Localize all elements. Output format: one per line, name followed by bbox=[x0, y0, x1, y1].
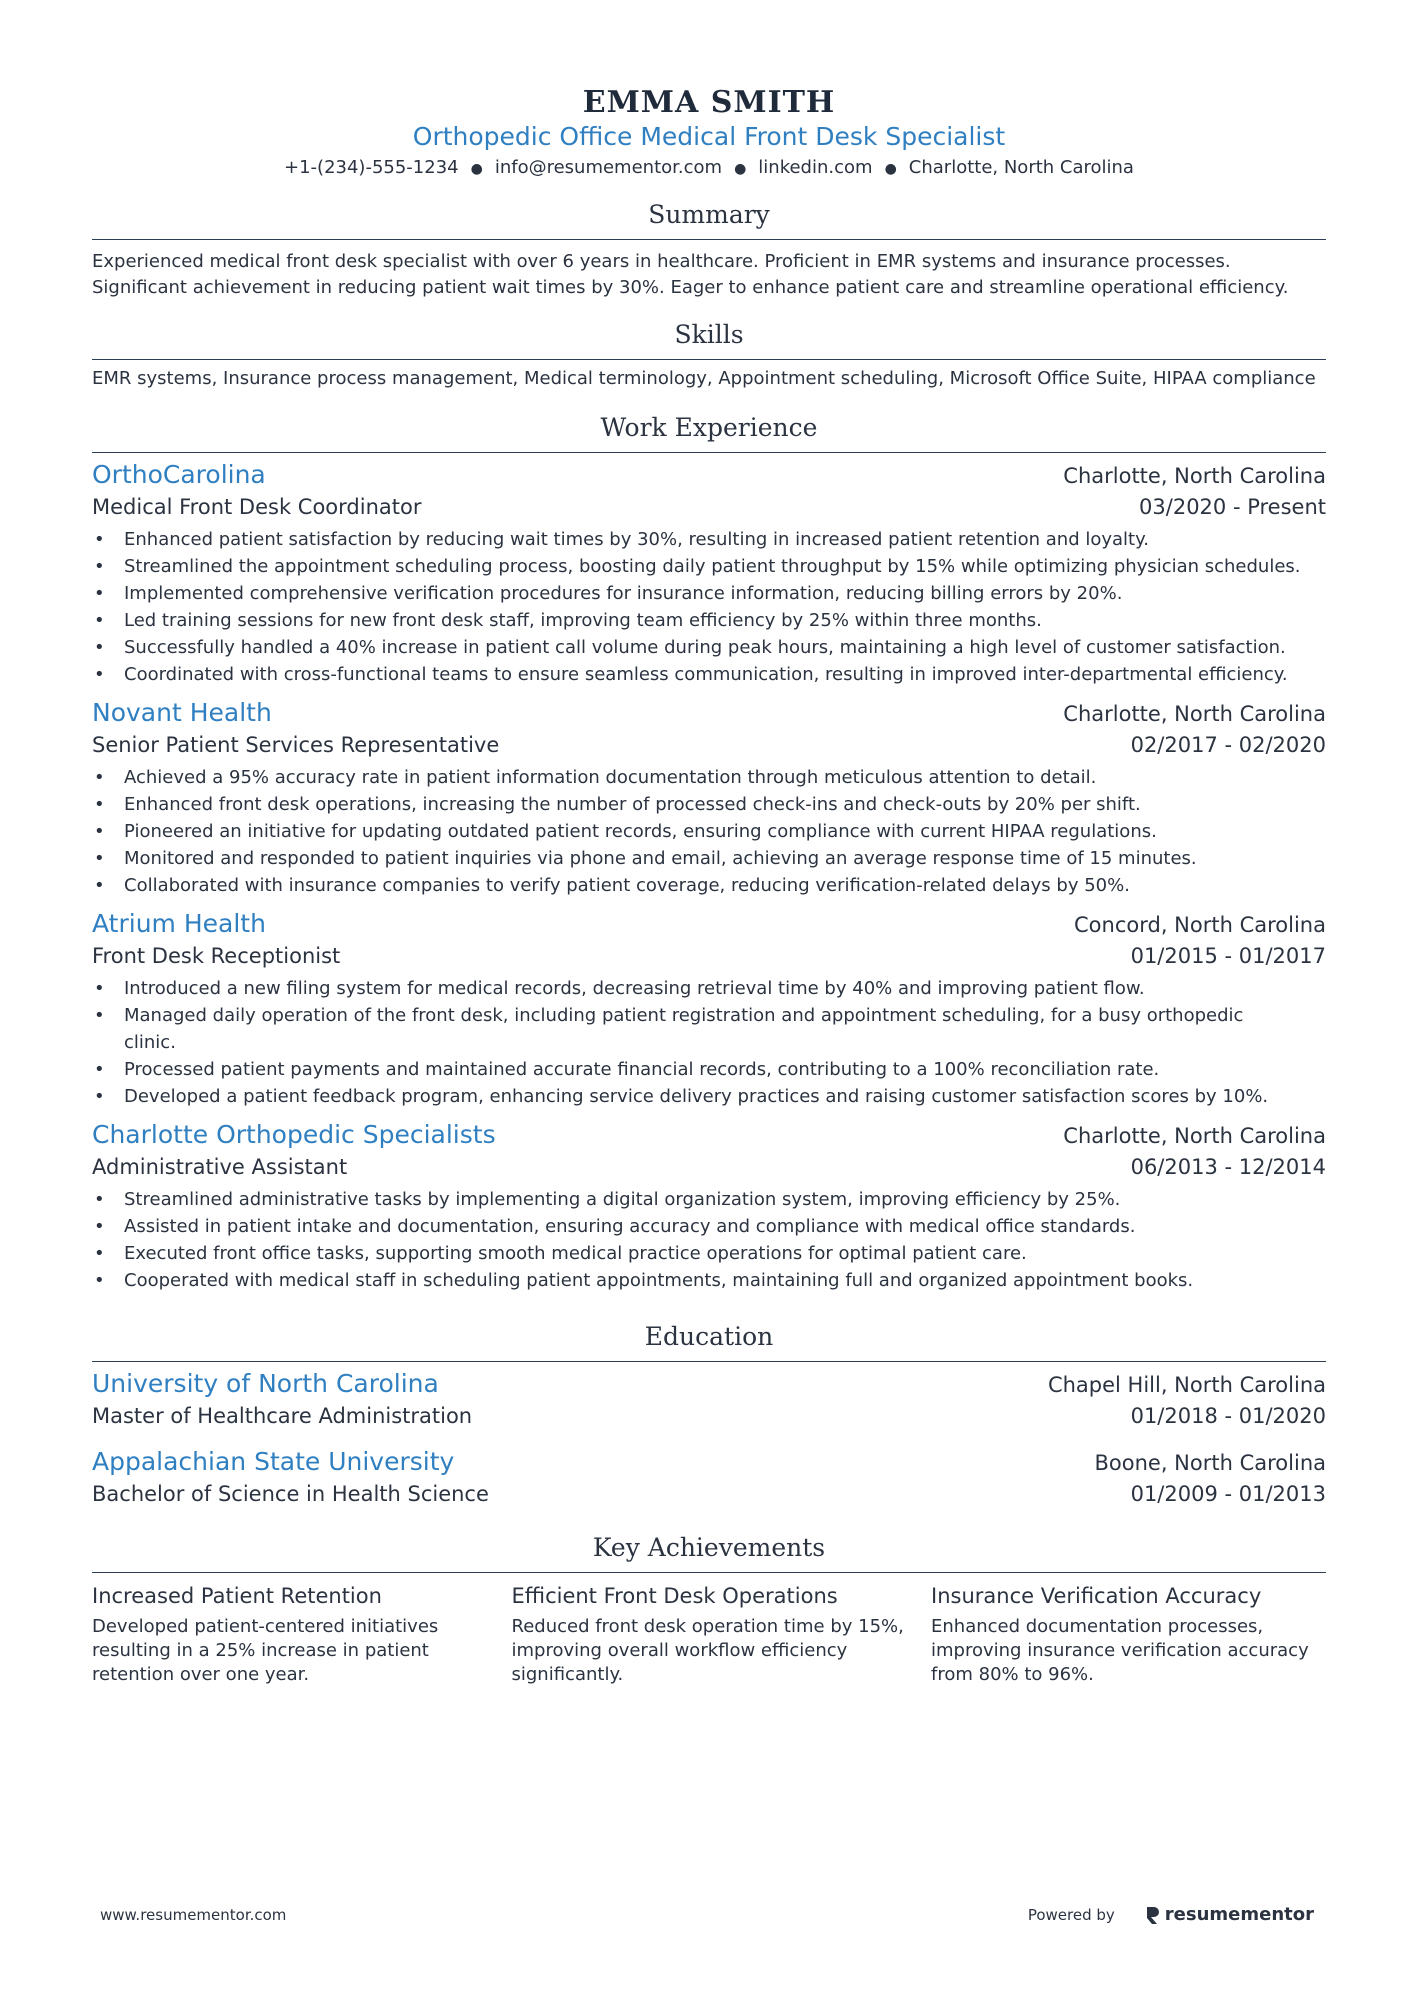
achievement-description: Enhanced documentation processes, improving insurance verification accuracy from 80% to 96%. bbox=[931, 1616, 1309, 1685]
education-location: Boone, North Carolina bbox=[1094, 1451, 1326, 1475]
achievement-item bbox=[92, 1581, 487, 1687]
job-bullet: • Achieved a 95% accuracy rate in patient information documentation through meticulous attention to detail. bbox=[92, 764, 1326, 791]
job-subheader bbox=[92, 941, 1326, 971]
achievement-title: Increased Patient Retention bbox=[92, 1584, 382, 1608]
job-role: Front Desk Receptionist bbox=[92, 944, 341, 968]
brand-name: resumementor bbox=[1164, 1904, 1314, 1925]
job-dates: 01/2015 - 01/2017 bbox=[1130, 944, 1326, 968]
education-subheader bbox=[92, 1401, 1326, 1431]
education-dates: 01/2018 - 01/2020 bbox=[1130, 1404, 1326, 1428]
summary-section bbox=[92, 198, 1326, 301]
job-bullet: • Collaborated with insurance companies to verify patient coverage, reducing verification-related delays by 50%. bbox=[92, 872, 1326, 899]
job-bullet: • Processed patient payments and maintained accurate financial records, contributing to a 100% reconciliation rate. bbox=[92, 1056, 1326, 1083]
job-company: OrthoCarolina bbox=[92, 460, 266, 489]
contact-phone[interactable]: +1-(234)-555-1234 bbox=[284, 157, 459, 178]
experience-section bbox=[92, 411, 1326, 1294]
education-degree: Master of Healthcare Administration bbox=[92, 1404, 473, 1428]
education-entry bbox=[92, 1367, 1326, 1431]
achievement-title: Efficient Front Desk Operations bbox=[511, 1584, 838, 1608]
job-bullet: • Successfully handled a 40% increase in patient call volume during peak hours, maintaining a high level of customer satisfaction. bbox=[92, 634, 1326, 661]
job-bullet: • Assisted in patient intake and documentation, ensuring accuracy and compliance with medical office standards. bbox=[92, 1213, 1326, 1240]
achievements-section bbox=[92, 1531, 1326, 1687]
job-bullet: • Led training sessions for new front desk staff, improving team efficiency by 25% within three months. bbox=[92, 607, 1326, 634]
education-school: Appalachian State University bbox=[92, 1447, 455, 1476]
job-bullet: • Enhanced patient satisfaction by reducing wait times by 30%, resulting in increased patient retention and loyalty. bbox=[92, 526, 1326, 553]
job-bullet: • Cooperated with medical staff in scheduling patient appointments, maintaining full and organized appointment books. bbox=[92, 1267, 1326, 1294]
job-bullets bbox=[92, 975, 1326, 1110]
achievement-description: Reduced front desk operation time by 15%, improving overall workflow efficiency significantly. bbox=[511, 1616, 904, 1685]
education-subheader bbox=[92, 1479, 1326, 1509]
job-entry bbox=[92, 458, 1326, 688]
candidate-title: Orthopedic Office Medical Front Desk Specialist bbox=[412, 122, 1006, 151]
bullet-separator: ● bbox=[884, 161, 897, 177]
job-role: Senior Patient Services Representative bbox=[92, 733, 500, 757]
resume-page bbox=[92, 84, 1326, 1687]
job-company: Novant Health bbox=[92, 698, 272, 727]
education-location: Chapel Hill, North Carolina bbox=[1047, 1373, 1326, 1397]
job-bullets bbox=[92, 764, 1326, 899]
job-location: Charlotte, North Carolina bbox=[1063, 702, 1326, 726]
job-bullet: • Introduced a new filing system for medical records, decreasing retrieval time by 40% and improving patient flow. bbox=[92, 975, 1326, 1002]
job-entry bbox=[92, 696, 1326, 899]
job-entry bbox=[92, 1118, 1326, 1294]
job-bullet: • Monitored and responded to patient inquiries via phone and email, achieving an average response time of 15 minutes. bbox=[92, 845, 1326, 872]
job-role: Administrative Assistant bbox=[92, 1155, 348, 1179]
achievement-item bbox=[512, 1581, 907, 1687]
job-header bbox=[92, 1118, 1326, 1152]
job-bullet: • Managed daily operation of the front desk, including patient registration and appointment scheduling, for a busy orthopedic clinic. bbox=[92, 1002, 1326, 1056]
resumementor-logo-icon bbox=[1145, 1905, 1161, 1925]
achievements-grid bbox=[92, 1581, 1326, 1687]
footer-url[interactable]: www.resumementor.com bbox=[100, 1905, 287, 1924]
bullet-separator: ● bbox=[734, 161, 747, 177]
achievement-title: Insurance Verification Accuracy bbox=[931, 1584, 1262, 1608]
job-bullets bbox=[92, 1186, 1326, 1294]
section-heading-education: Education bbox=[92, 1320, 1326, 1362]
job-location: Concord, North Carolina bbox=[1074, 913, 1326, 937]
job-header bbox=[92, 907, 1326, 941]
education-school: University of North Carolina bbox=[92, 1369, 439, 1398]
job-dates: 02/2017 - 02/2020 bbox=[1130, 733, 1326, 757]
skills-section bbox=[92, 318, 1326, 391]
education-header bbox=[92, 1367, 1326, 1401]
contact-email[interactable]: info@resumementor.com bbox=[494, 157, 723, 178]
job-subheader bbox=[92, 492, 1326, 522]
education-degree: Bachelor of Science in Health Science bbox=[92, 1482, 489, 1506]
job-company: Charlotte Orthopedic Specialists bbox=[92, 1120, 496, 1149]
achievement-item bbox=[931, 1581, 1326, 1687]
job-dates: 03/2020 - Present bbox=[1139, 495, 1326, 519]
job-company: Atrium Health bbox=[92, 909, 266, 938]
skills-text: EMR systems, Insurance process management, Medical terminology, Appointment scheduling, Microsoft Office Suite, HIPAA compliance bbox=[92, 368, 1316, 389]
job-bullet: • Implemented comprehensive verification procedures for insurance information, reducing billing errors by 20%. bbox=[92, 580, 1326, 607]
job-bullets bbox=[92, 526, 1326, 688]
job-location: Charlotte, North Carolina bbox=[1063, 1124, 1326, 1148]
job-entry bbox=[92, 907, 1326, 1110]
section-heading-experience: Work Experience bbox=[92, 411, 1326, 453]
job-bullet: • Executed front office tasks, supporting smooth medical practice operations for optimal patient care. bbox=[92, 1240, 1326, 1267]
job-bullet: • Developed a patient feedback program, enhancing service delivery practices and raising customer satisfaction scores by 10%. bbox=[92, 1083, 1326, 1110]
section-heading-summary: Summary bbox=[92, 198, 1326, 240]
footer-branding bbox=[1028, 1904, 1314, 1925]
resumementor-logo[interactable] bbox=[1145, 1904, 1314, 1925]
contact-line bbox=[92, 154, 1326, 183]
job-bullet: • Pioneered an initiative for updating outdated patient records, ensuring compliance with current HIPAA regulations. bbox=[92, 818, 1326, 845]
job-bullet: • Streamlined the appointment scheduling process, boosting daily patient throughput by 15% while optimizing physician schedules. bbox=[92, 553, 1326, 580]
job-header bbox=[92, 458, 1326, 492]
job-bullet: • Streamlined administrative tasks by implementing a digital organization system, improving efficiency by 25%. bbox=[92, 1186, 1326, 1213]
job-location: Charlotte, North Carolina bbox=[1063, 464, 1326, 488]
contact-location: Charlotte, North Carolina bbox=[908, 157, 1134, 178]
bullet-separator: ● bbox=[470, 161, 483, 177]
education-entry bbox=[92, 1445, 1326, 1509]
education-header bbox=[92, 1445, 1326, 1479]
contact-linkedin[interactable]: linkedin.com bbox=[758, 157, 873, 178]
section-heading-skills: Skills bbox=[92, 318, 1326, 360]
summary-text: Experienced medical front desk specialist with over 6 years in healthcare. Proficient in EMR systems and insurance processes. Significant achievement in reducing patient wait times by 30%. Eager to enhance patient care and streamline operational efficiency. bbox=[92, 251, 1289, 298]
page-footer bbox=[100, 1904, 1314, 1925]
powered-by-label: Powered by bbox=[1027, 1905, 1115, 1924]
achievement-description: Developed patient-centered initiatives resulting in a 25% increase in patient retention over one year. bbox=[92, 1616, 439, 1685]
job-subheader bbox=[92, 1152, 1326, 1182]
job-bullet: • Coordinated with cross-functional teams to ensure seamless communication, resulting in improved inter-departmental efficiency. bbox=[92, 661, 1326, 688]
job-dates: 06/2013 - 12/2014 bbox=[1130, 1155, 1326, 1179]
job-bullet: • Enhanced front desk operations, increasing the number of processed check-ins and check-outs by 20% per shift. bbox=[92, 791, 1326, 818]
education-dates: 01/2009 - 01/2013 bbox=[1130, 1482, 1326, 1506]
education-section bbox=[92, 1320, 1326, 1509]
section-heading-achievements: Key Achievements bbox=[92, 1531, 1326, 1573]
candidate-name: EMMA SMITH bbox=[582, 85, 836, 120]
job-role: Medical Front Desk Coordinator bbox=[92, 495, 422, 519]
job-header bbox=[92, 696, 1326, 730]
job-subheader bbox=[92, 730, 1326, 760]
